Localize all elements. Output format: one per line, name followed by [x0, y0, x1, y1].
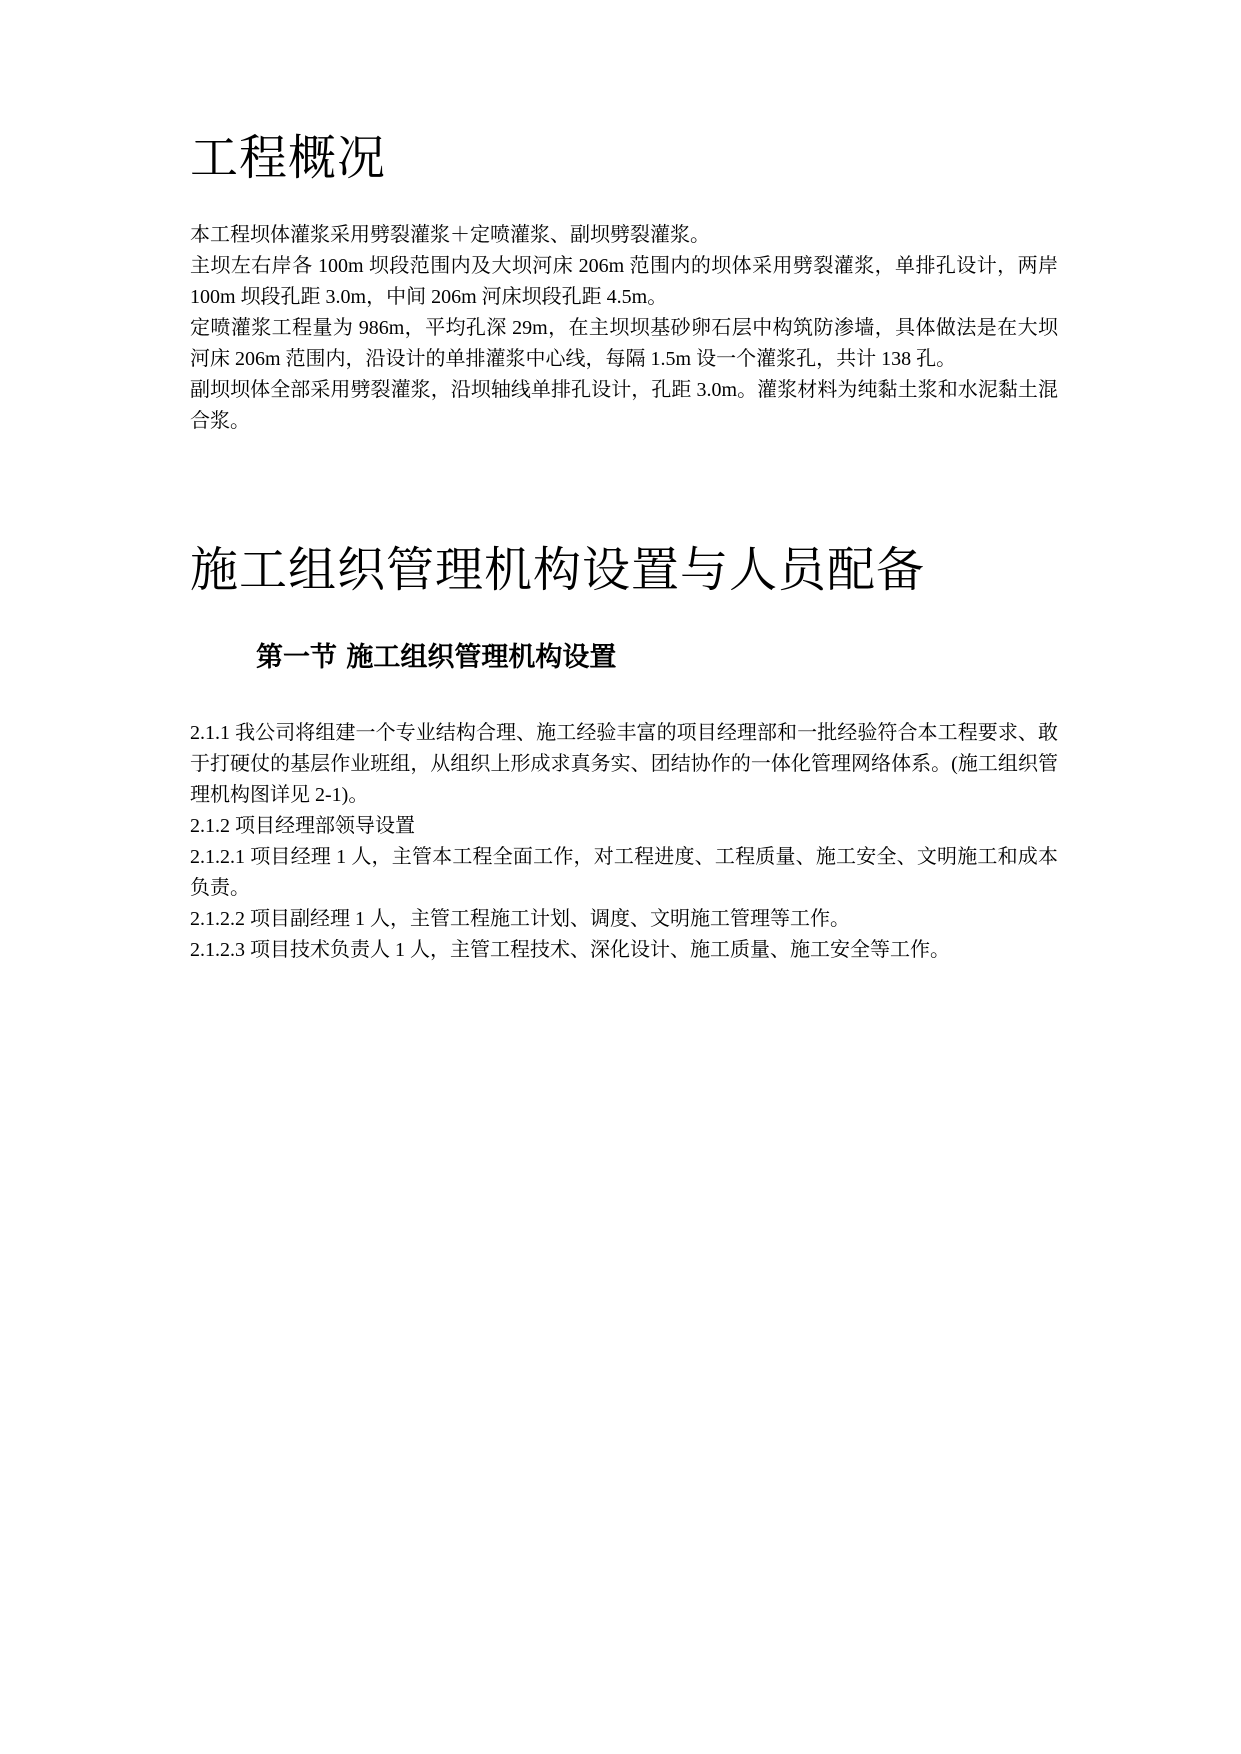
- paragraph: 定喷灌浆工程量为 986m，平均孔深 29m，在主坝坝基砂卵石层中构筑防渗墙，具体做法是在大坝河床 206m 范围内，沿设计的单排灌浆中心线，每隔 1.5m 设一个灌浆孔，共计 138 孔。: [190, 317, 1058, 370]
- paragraph: 2.1.2.3 项目技术负责人 1 人，主管工程技术、深化设计、施工质量、施工安全等工作。: [190, 939, 950, 961]
- section-title-organization: 施工组织管理机构设置与人员配备: [190, 542, 926, 598]
- organization-body: [190, 718, 1058, 966]
- paragraph: 2.1.1 我公司将组建一个专业结构合理、施工经验丰富的项目经理部和一批经验符合本工程要求、敢于打硬仗的基层作业班组，从组织上形成求真务实、团结协作的一体化管理网络体系。(施工组织管理机构图详见 2-1)。: [190, 722, 1058, 806]
- paragraph: 2.1.2 项目经理部领导设置: [190, 815, 415, 837]
- section-title-project-overview: 工程概况: [190, 130, 387, 186]
- paragraph: 2.1.2.1 项目经理 1 人，主管本工程全面工作，对工程进度、工程质量、施工安全、文明施工和成本负责。: [190, 846, 1058, 899]
- subsection-title: 第一节 施工组织管理机构设置: [256, 642, 617, 673]
- paragraph: 本工程坝体灌浆采用劈裂灌浆＋定喷灌浆、副坝劈裂灌浆。: [190, 224, 710, 246]
- paragraph: 2.1.2.2 项目副经理 1 人，主管工程施工计划、调度、文明施工管理等工作。: [190, 908, 850, 930]
- paragraph: 副坝坝体全部采用劈裂灌浆，沿坝轴线单排孔设计，孔距 3.0m。灌浆材料为纯黏土浆和水泥黏土混合浆。: [190, 379, 1058, 432]
- project-overview-body: [190, 220, 1058, 437]
- paragraph: 主坝左右岸各 100m 坝段范围内及大坝河床 206m 范围内的坝体采用劈裂灌浆，单排孔设计，两岸 100m 坝段孔距 3.0m，中间 206m 河床坝段孔距 4.5m。: [190, 255, 1058, 308]
